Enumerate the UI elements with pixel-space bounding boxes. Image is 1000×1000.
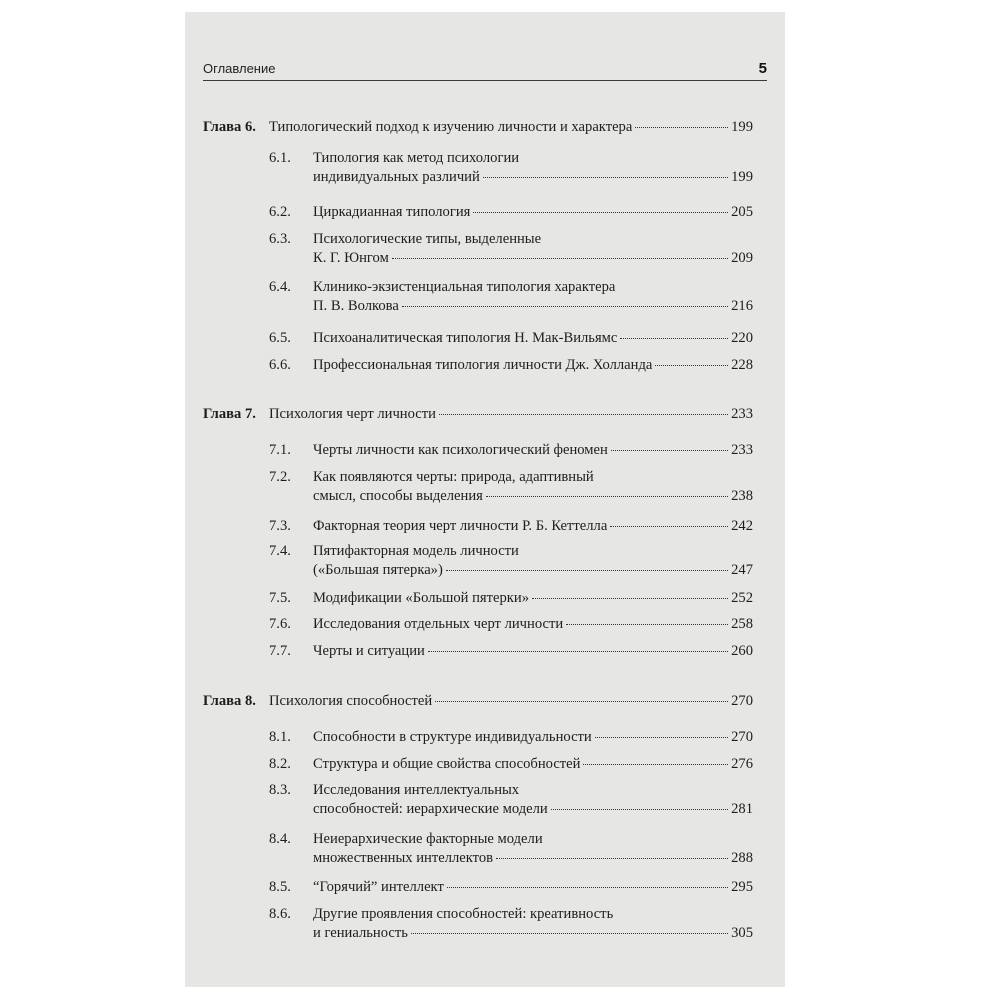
section-title-line1: Пятифакторная модель личности <box>313 543 519 559</box>
chapter-title: Типологический подход к изучению личности и характера <box>269 119 633 135</box>
dot-leader <box>610 526 728 527</box>
chapter-page: 199 <box>731 119 753 135</box>
toc-section-6-4 <box>269 278 753 316</box>
dot-leader <box>446 570 728 571</box>
toc-section-8-4 <box>269 830 753 868</box>
section-page: 209 <box>731 250 753 266</box>
section-title-line1: “Горячий” интеллект <box>313 879 444 895</box>
section-title-line1: Другие проявления способностей: креативность <box>313 906 614 922</box>
toc-section-6-3 <box>269 230 753 268</box>
toc-section-6-5 <box>269 329 753 348</box>
chapter-label: Глава 6. <box>203 119 256 135</box>
section-title-line1: Структура и общие свойства способностей <box>313 756 581 772</box>
dot-leader <box>439 414 728 415</box>
section-number: 6.3. <box>269 231 291 247</box>
section-title-line1: Факторная теория черт личности Р. Б. Кеттелла <box>313 518 608 534</box>
section-title-line2: множественных интеллектов <box>313 850 494 866</box>
section-page: 220 <box>731 330 753 346</box>
dot-leader <box>551 809 728 810</box>
dot-leader <box>392 258 728 259</box>
section-title-line1: Черты и ситуации <box>313 643 425 659</box>
toc-section-8-3 <box>269 781 753 819</box>
dot-leader <box>435 701 728 702</box>
dot-leader <box>566 624 728 625</box>
section-page: 270 <box>731 729 753 745</box>
section-number: 7.2. <box>269 469 291 485</box>
section-title-line1: Исследования интеллектуальных <box>313 782 520 798</box>
section-title-line1: Модификации «Большой пятерки» <box>313 590 529 606</box>
section-number: 6.5. <box>269 330 291 346</box>
section-number: 8.2. <box>269 756 291 772</box>
dot-leader <box>483 177 728 178</box>
dot-leader <box>532 598 728 599</box>
book-page <box>185 12 785 987</box>
dot-leader <box>496 858 728 859</box>
dot-leader <box>595 737 728 738</box>
section-title-line2: («Большая пятерка») <box>313 562 443 578</box>
section-page: 228 <box>731 357 753 373</box>
section-title-line2: индивидуальных различий <box>313 169 480 185</box>
section-title-line1: Профессиональная типология личности Дж. Холланда <box>313 357 653 373</box>
dot-leader <box>428 651 728 652</box>
dot-leader <box>635 127 728 128</box>
dot-leader <box>655 365 728 366</box>
toc-chapter-8 <box>203 692 753 711</box>
section-page: 242 <box>731 518 753 534</box>
section-title-line1: Психологические типы, выделенные <box>313 231 542 247</box>
chapter-label: Глава 8. <box>203 693 256 709</box>
toc-chapter-7 <box>203 405 753 424</box>
dot-leader <box>620 338 728 339</box>
section-title-line1: Способности в структуре индивидуальности <box>313 729 592 745</box>
section-title-line1: Психоаналитическая типология Н. Мак-Вильямс <box>313 330 618 346</box>
toc-section-7-1 <box>269 441 753 460</box>
chapter-page: 233 <box>731 406 753 422</box>
section-title-line2: П. В. Волкова <box>313 298 399 314</box>
chapter-title: Психология способностей <box>269 693 433 709</box>
chapter-title: Психология черт личности <box>269 406 436 422</box>
dot-leader <box>473 212 728 213</box>
section-number: 7.1. <box>269 442 291 458</box>
toc-section-7-5 <box>269 589 753 608</box>
section-number: 6.6. <box>269 357 291 373</box>
section-number: 7.6. <box>269 616 291 632</box>
toc-section-7-4 <box>269 542 753 580</box>
section-page: 258 <box>731 616 753 632</box>
toc-section-8-5 <box>269 878 753 897</box>
section-page: 260 <box>731 643 753 659</box>
toc-section-7-3 <box>269 517 753 536</box>
section-page: 305 <box>731 925 753 941</box>
running-header <box>203 54 767 81</box>
section-title-line1: Типология как метод психологии <box>313 150 520 166</box>
section-number: 7.7. <box>269 643 291 659</box>
section-page: 233 <box>731 442 753 458</box>
toc-section-8-6 <box>269 905 753 943</box>
section-title-line1: Черты личности как психологический феномен <box>313 442 608 458</box>
section-title-line2: смысл, способы выделения <box>313 488 483 504</box>
dot-leader <box>611 450 728 451</box>
toc-section-6-2 <box>269 203 753 222</box>
chapter-label: Глава 7. <box>203 406 256 422</box>
toc-section-8-2 <box>269 755 753 774</box>
dot-leader <box>583 764 728 765</box>
section-page: 205 <box>731 204 753 220</box>
section-page: 199 <box>731 169 753 185</box>
section-page: 216 <box>731 298 753 314</box>
section-title-line1: Циркадианная типология <box>313 204 471 220</box>
section-number: 8.5. <box>269 879 291 895</box>
section-number: 8.6. <box>269 906 291 922</box>
section-page: 288 <box>731 850 753 866</box>
dot-leader <box>411 933 728 934</box>
toc-section-6-1 <box>269 149 753 187</box>
toc-section-7-6 <box>269 615 753 634</box>
section-number: 8.4. <box>269 831 291 847</box>
section-number: 7.4. <box>269 543 291 559</box>
dot-leader <box>447 887 728 888</box>
section-page: 276 <box>731 756 753 772</box>
section-page: 295 <box>731 879 753 895</box>
section-title-line2: и гениальность <box>313 925 408 941</box>
section-number: 8.3. <box>269 782 291 798</box>
section-number: 7.3. <box>269 518 291 534</box>
section-title-line2: К. Г. Юнгом <box>313 250 389 266</box>
section-page: 238 <box>731 488 753 504</box>
section-page: 281 <box>731 801 753 817</box>
toc-section-7-2 <box>269 468 753 506</box>
chapter-page: 270 <box>731 693 753 709</box>
section-number: 6.1. <box>269 150 291 166</box>
section-title-line1: Исследования отдельных черт личности <box>313 616 564 632</box>
dot-leader <box>402 306 728 307</box>
section-title-line1: Неиерархические факторные модели <box>313 831 543 847</box>
dot-leader <box>486 496 728 497</box>
section-number: 7.5. <box>269 590 291 606</box>
section-title-line1: Как появляются черты: природа, адаптивный <box>313 469 594 485</box>
section-number: 8.1. <box>269 729 291 745</box>
running-header-title: Оглавление <box>203 61 276 76</box>
section-title-line2: способностей: иерархические модели <box>313 801 548 817</box>
section-page: 247 <box>731 562 753 578</box>
toc-section-7-7 <box>269 642 753 661</box>
section-title-line1: Клинико-экзистенциальная типология характера <box>313 279 616 295</box>
toc-chapter-6 <box>203 118 753 137</box>
section-number: 6.4. <box>269 279 291 295</box>
toc-section-6-6 <box>269 356 753 375</box>
section-page: 252 <box>731 590 753 606</box>
running-header-page-number: 5 <box>758 60 767 77</box>
section-number: 6.2. <box>269 204 291 220</box>
toc-section-8-1 <box>269 728 753 747</box>
